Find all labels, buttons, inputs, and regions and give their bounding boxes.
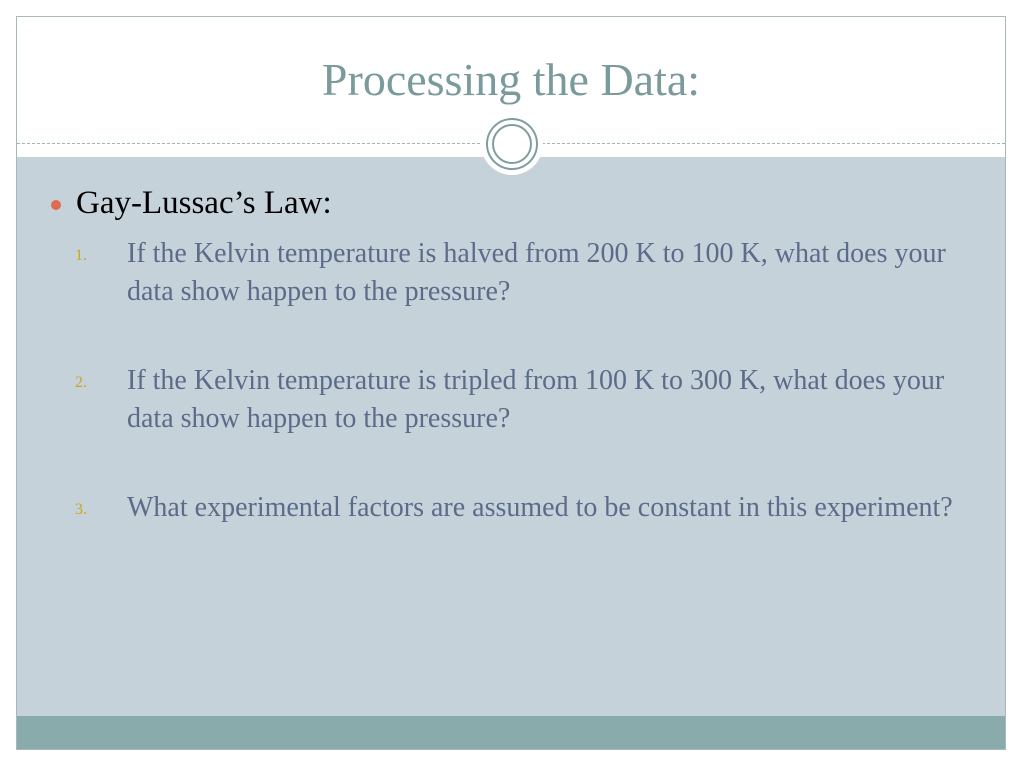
question-item	[75, 235, 975, 311]
double-circle-icon	[481, 113, 543, 175]
bullet-heading: Gay-Lussac’s Law:	[76, 185, 332, 221]
content-area	[17, 157, 1005, 716]
footer-bar	[17, 716, 1005, 750]
inner-ring	[492, 124, 532, 164]
bullet-item	[51, 185, 332, 222]
question-item	[75, 362, 975, 438]
dot-icon	[51, 200, 61, 210]
slide-title: Processing the Data:	[321, 54, 701, 105]
slide-frame	[16, 16, 1006, 750]
question-number: 3.	[75, 501, 87, 518]
question-text: What experimental factors are assumed to be constant in this experiment?	[127, 492, 953, 523]
question-text: If the Kelvin temperature is tripled from 100 K to 300 K, what does your data show happen to the pressure?	[127, 365, 945, 434]
question-text: If the Kelvin temperature is halved from 200 K to 100 K, what does your data show happen to the pressure?	[127, 238, 946, 307]
question-number: 2.	[75, 374, 87, 391]
question-item	[75, 489, 975, 527]
question-number: 1.	[75, 247, 87, 264]
outer-ring	[486, 118, 538, 170]
